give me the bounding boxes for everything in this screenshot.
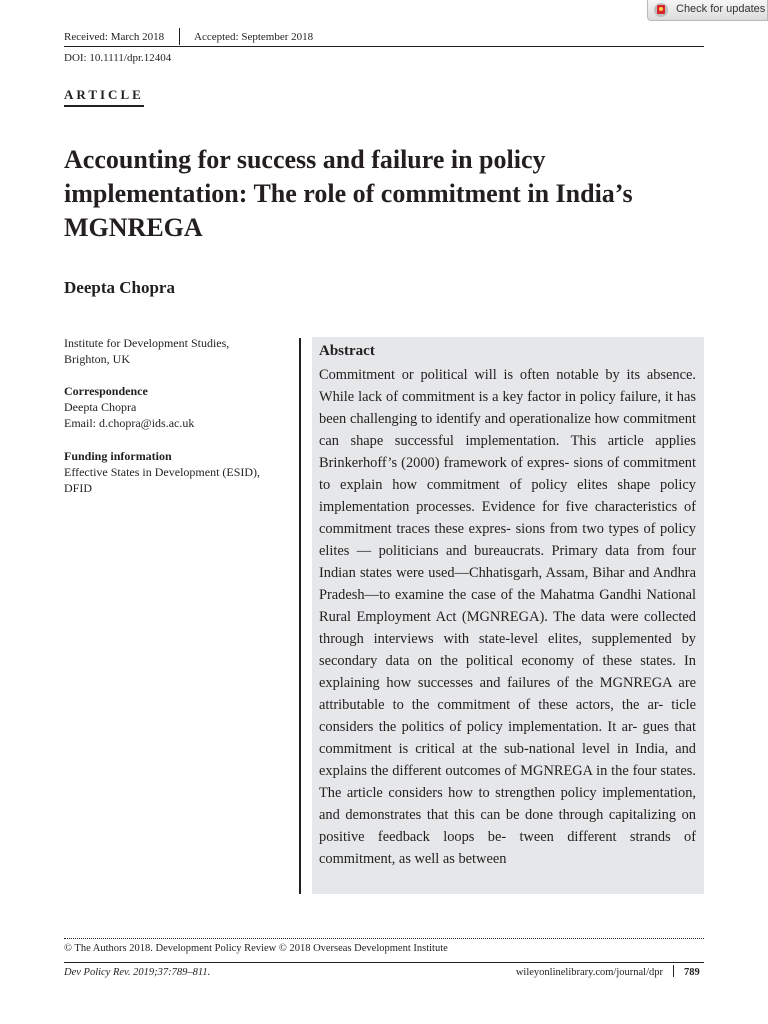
footer-dotted-rule [64, 938, 704, 939]
crossmark-icon [654, 3, 668, 17]
abstract-heading: Abstract [319, 343, 375, 359]
affiliation-line: Institute for Development Studies, [64, 336, 230, 350]
footer-rule [64, 962, 704, 963]
article-type-label: ARTICLE [64, 87, 144, 107]
correspondence-heading: Correspondence [64, 384, 148, 398]
copyright-notice: © The Authors 2018. Development Policy Review © 2018 Overseas Development Institute [64, 943, 448, 954]
header-separator [179, 28, 180, 45]
affiliation-line: Brighton, UK [64, 352, 130, 366]
header-rule [64, 46, 704, 47]
correspondence-email[interactable]: Email: d.chopra@ids.ac.uk [64, 416, 195, 430]
received-date: Received: March 2018 [64, 31, 165, 43]
accepted-date: Accepted: September 2018 [194, 31, 314, 43]
correspondence [64, 383, 289, 431]
abstract-divider [299, 338, 301, 894]
author-name: Deepta Chopra [64, 278, 175, 297]
funding-line: Effective States in Development (ESID), [64, 465, 261, 479]
check-for-updates-button[interactable] [647, 0, 768, 21]
journal-citation: Dev Policy Rev. 2019;37:789–811. [64, 967, 211, 978]
abstract-text: Commitment or political will is often notable by its absence. While lack of commitment is a key factor in policy failure, it has been challenging to identify and operationalize how commitment can shape successful implementation. This article applies Brinkerhoff’s (2000) framework of expres- sions of commitment to explain how commitment of policy elites shape policy implementation processes. Evidence for five characteristics of commitment traces these expres- sions from two types of policy elites — politicians and bureaucrats. Primary data from four Indian states were used—Chhatisgarh, Assam, Bihar and Andhra Pradesh—to examine the case of the Mahatma Gandhi National Rural Employment Act (MGNREGA). The data were collected through interviews with state-level elites, supplemented by secondary data on the political economy of these states. In explaining how successes and failures of the MGNREGA are attributable to the commitment of these actors, the ar- ticle considers the politics of policy implementation. It ar- gues that commitment is critical at the sub-national level in India, and explains the different outcomes of MGNREGA in the four states. The article considers how to strengthen policy implementation, and demonstrates that this can be done through capitalizing on positive feedback loops be- tween different strands of commitment, as well as between [319, 367, 696, 867]
abstract-box [312, 337, 704, 894]
check-for-updates-label: Check for updates [676, 3, 766, 15]
page-number: 789 [684, 967, 700, 978]
paper-title: Accounting for success and failure in policy implementation: The role of commitment in India’s MGNREGA [64, 145, 633, 242]
funding-line: DFID [64, 481, 93, 495]
footer-separator [673, 965, 674, 977]
funding-information [64, 448, 289, 496]
correspondence-name: Deepta Chopra [64, 400, 137, 414]
doi: DOI: 10.1111/dpr.12404 [64, 52, 172, 64]
affiliation [64, 335, 289, 367]
funding-heading: Funding information [64, 449, 172, 463]
journal-url[interactable]: wileyonlinelibrary.com/journal/dpr [515, 967, 663, 978]
